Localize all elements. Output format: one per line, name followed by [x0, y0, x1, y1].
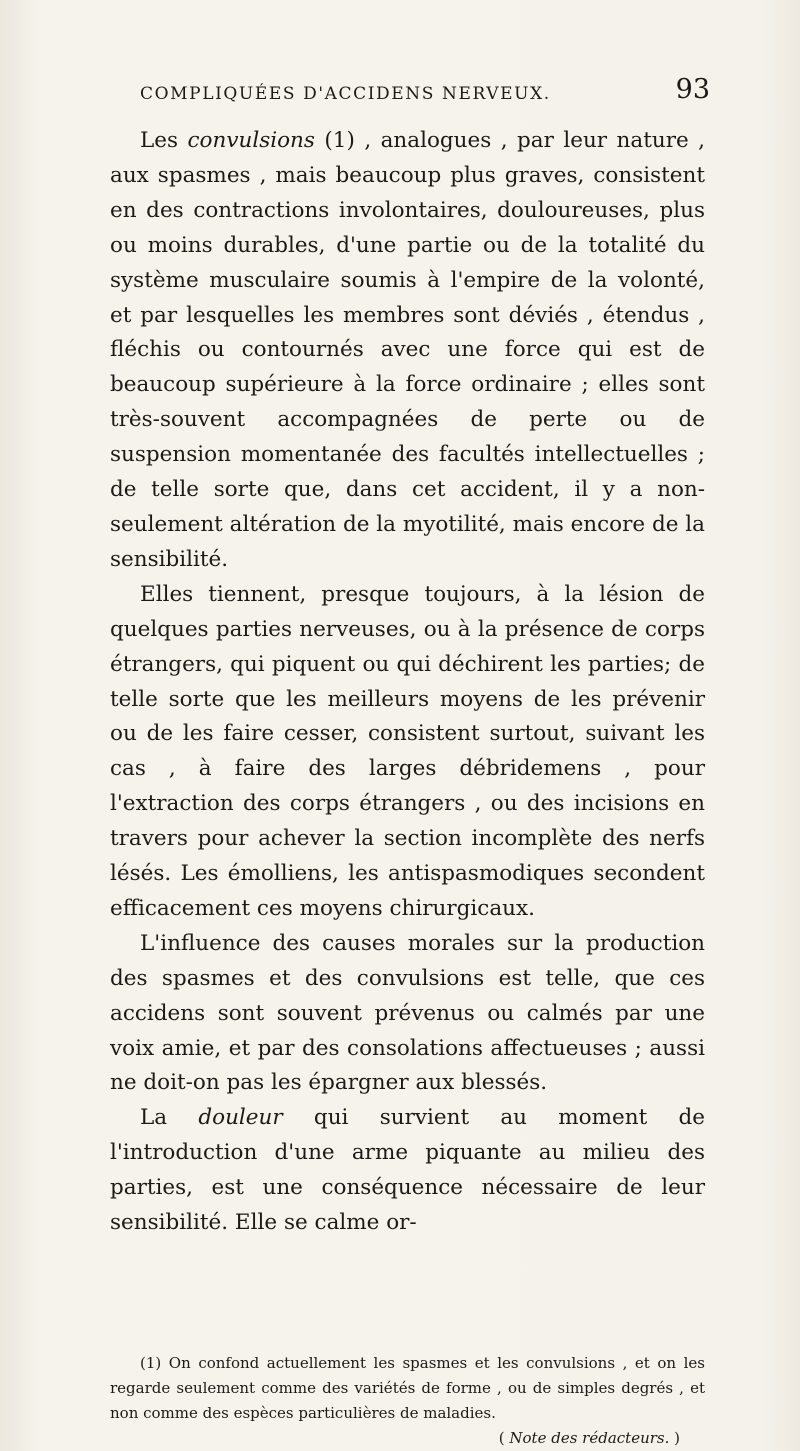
italic-term: douleur	[198, 1105, 283, 1131]
paragraph-moral-causes: L'influence des causes morales sur la production des spasmes et des convulsions est telle, que ces accidens sont souvent prévenus ou calmés par une voix amie, et par des consolations affectueuses ; aussi ne doit-on pas les épargner aux blessés.	[110, 930, 705, 1096]
paragraph-text: (1) , analogues , par leur nature , aux spasmes , mais beaucoup plus graves, consistent en des contractions involontaires, douloureuses, plus ou moins durables, d'une partie ou de la totalité du système musculaire soumis à l'empire de la volonté, et par lesquelles les membres sont déviés , étendus , fléchis ou contournés avec une force qui est de beaucoup supérieure à la force ordinaire ; elles sont très-souvent accompagnées de perte ou de suspension momentanée des facultés intellectuelles ; de telle sorte que, dans cet accident, il y a non-seulement altération de la myotilité, mais encore de la sensibilité.	[110, 128, 705, 572]
italic-term: convulsions	[187, 128, 315, 153]
footnote	[110, 1351, 705, 1451]
page-header	[140, 72, 710, 112]
footnote-attribution	[110, 1426, 680, 1451]
paragraph-douleur	[110, 1101, 705, 1241]
footnote-text: (1) On confond actuellement les spasmes et les convulsions , et on les regarde seulement comme des variétés de forme , ou de simples degrés , et non comme des espèces particulières de maladies.	[110, 1354, 705, 1422]
paragraph-lead: Les	[140, 128, 188, 153]
paragraph-lead: La	[140, 1105, 199, 1131]
paragraph-convulsions	[110, 124, 705, 578]
attribution-text: Note des rédacteurs.	[509, 1429, 670, 1447]
paragraph-text: qui survient au moment de l'introduction d'une arme piquante au milieu des parties, est une conséquence nécessaire de leur sensibilité. Elle se calme or-	[110, 1105, 705, 1236]
page-number: 93	[675, 74, 710, 105]
paren-open: (	[498, 1429, 510, 1447]
body-text	[110, 124, 705, 1241]
paren-close: )	[669, 1429, 680, 1447]
paragraph-causes: Elles tiennent, presque toujours, à la lésion de quelques parties nerveuses, ou à la présence de corps étrangers, qui piquent ou qui déchirent les parties; de telle sorte que les meilleurs moyens de les prévenir ou de les faire cesser, consistent surtout, suivant les cas , à faire des larges débridemens , pour l'extraction des corps étrangers , ou des incisions en travers pour achever la section incomplète des nerfs lésés. Les émolliens, les antispasmodiques secondent efficacement ces moyens chirurgicaux.	[110, 581, 705, 921]
running-head: COMPLIQUÉES D'ACCIDENS NERVEUX.	[140, 84, 551, 104]
